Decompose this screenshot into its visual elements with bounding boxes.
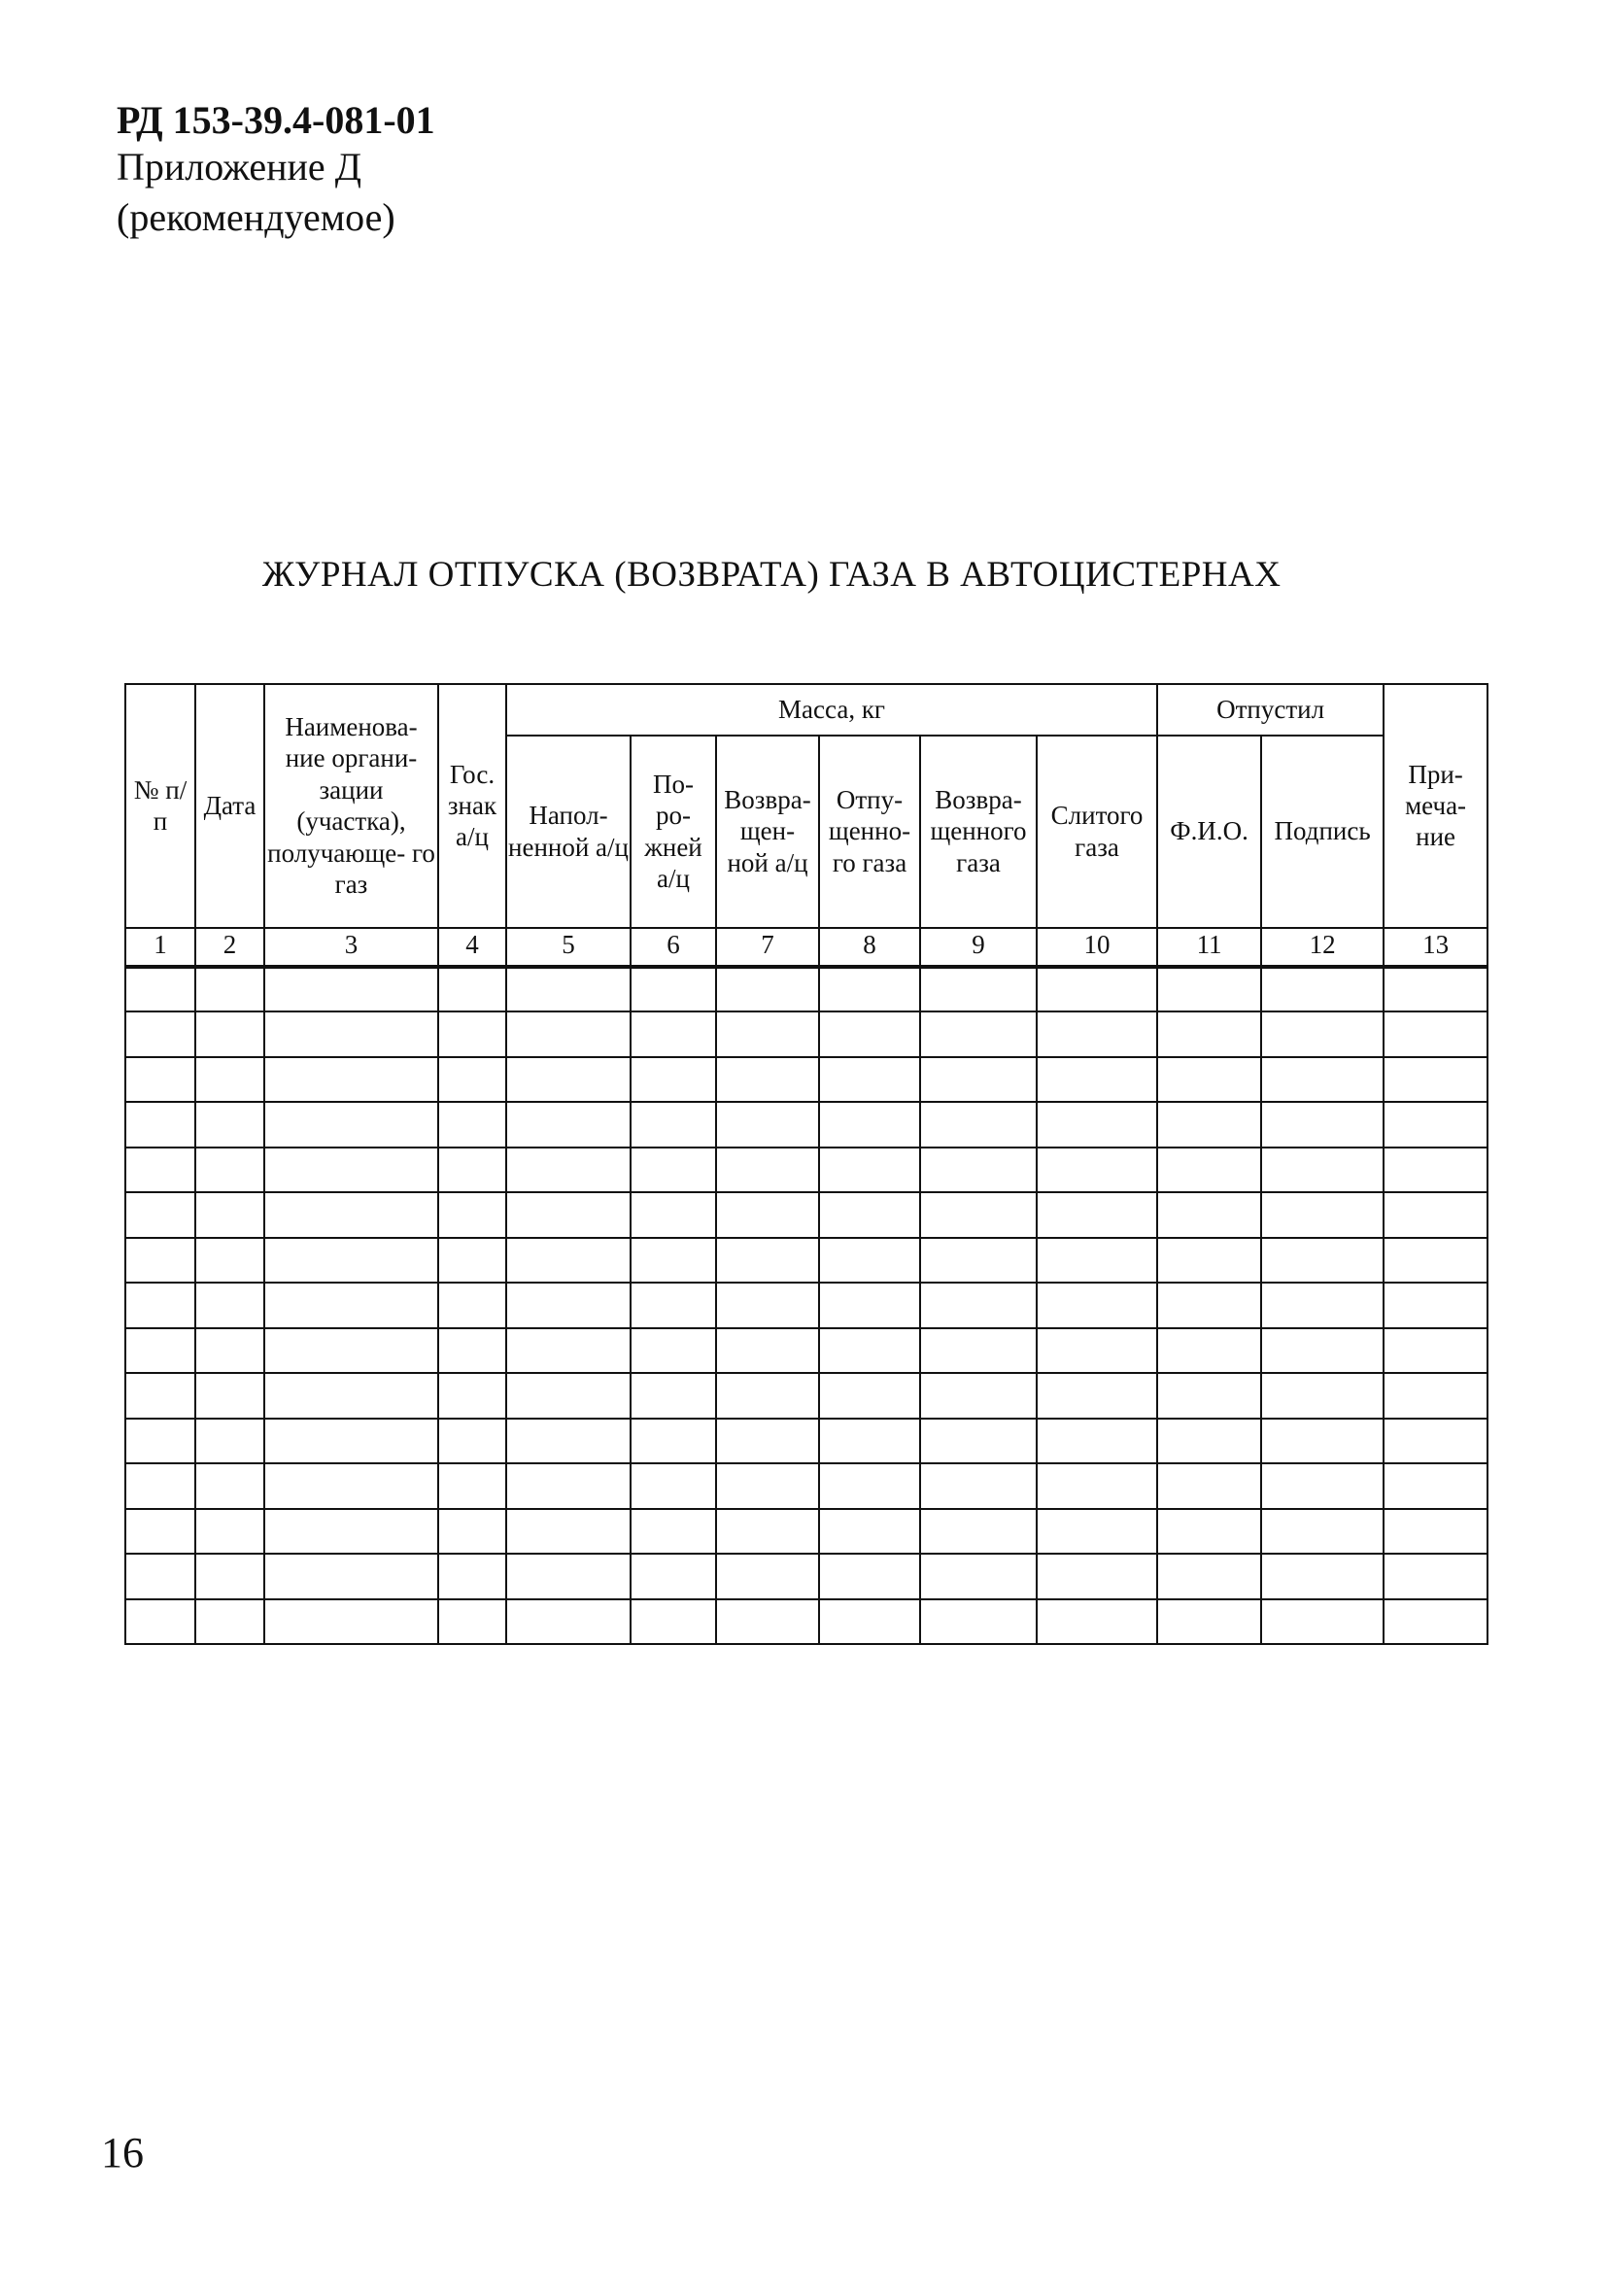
header-mass-group: Масса, кг	[506, 684, 1157, 736]
header-filled-tank: Напол- ненной а/ц	[506, 736, 631, 928]
table-cell	[631, 1057, 716, 1102]
table-cell	[1157, 1463, 1261, 1508]
table-cell	[195, 1419, 264, 1463]
table-cell	[920, 1057, 1037, 1102]
table-row	[125, 1238, 1487, 1283]
table-cell	[920, 1509, 1037, 1554]
journal-table	[124, 683, 1488, 1645]
table-cell	[920, 1554, 1037, 1598]
column-number: 8	[819, 928, 920, 967]
table-cell	[920, 1419, 1037, 1463]
table-cell	[716, 967, 819, 1011]
table-cell	[195, 1509, 264, 1554]
table-cell	[264, 1509, 438, 1554]
table-cell	[438, 1192, 506, 1237]
table-row	[125, 1373, 1487, 1418]
table-cell	[195, 1238, 264, 1283]
table-cell	[1037, 967, 1157, 1011]
table-cell	[1157, 1102, 1261, 1147]
table-cell	[1037, 1011, 1157, 1056]
table-cell	[631, 1554, 716, 1598]
table-cell	[264, 967, 438, 1011]
table-cell	[1384, 1102, 1487, 1147]
table-cell	[264, 1463, 438, 1508]
table-cell	[125, 1554, 195, 1598]
table-cell	[195, 1283, 264, 1327]
table-cell	[1037, 1102, 1157, 1147]
table-cell	[1037, 1057, 1157, 1102]
table-cell	[1157, 1554, 1261, 1598]
table-cell	[1037, 1419, 1157, 1463]
table-cell	[1157, 1419, 1261, 1463]
table-cell	[920, 1011, 1037, 1056]
table-row	[125, 1554, 1487, 1598]
header-released-gas: Отпу- щенно- го газа	[819, 736, 920, 928]
header-organization: Наименова- ние органи- зации (участка), получающе- го газ	[264, 684, 438, 928]
journal-title: ЖУРНАЛ ОТПУСКА (ВОЗВРАТА) ГАЗА В АВТОЦИСТЕРНАХ	[262, 555, 1282, 595]
table-cell	[1261, 1102, 1384, 1147]
table-cell	[1157, 1192, 1261, 1237]
table-cell	[1157, 1283, 1261, 1327]
column-number-row	[125, 928, 1487, 967]
header-number: № п/п	[125, 684, 195, 928]
page-number: 16	[101, 2129, 144, 2176]
table-cell	[631, 1328, 716, 1373]
table-cell	[1157, 1011, 1261, 1056]
table-cell	[819, 1509, 920, 1554]
table-cell	[920, 1283, 1037, 1327]
table-cell	[195, 1057, 264, 1102]
appendix-note: (рекомендуемое)	[117, 195, 395, 239]
table-cell	[264, 1057, 438, 1102]
table-cell	[438, 1011, 506, 1056]
table-cell	[920, 967, 1037, 1011]
table-cell	[819, 1463, 920, 1508]
table-cell	[1157, 1599, 1261, 1645]
table-cell	[1261, 1283, 1384, 1327]
table-cell	[920, 1328, 1037, 1373]
table-cell	[1037, 1328, 1157, 1373]
table-cell	[264, 1328, 438, 1373]
table-cell	[1157, 1238, 1261, 1283]
table-cell	[438, 1599, 506, 1645]
table-cell	[716, 1192, 819, 1237]
table-cell	[716, 1599, 819, 1645]
table-cell	[1384, 1283, 1487, 1327]
table-cell	[631, 1011, 716, 1056]
table-cell	[125, 1057, 195, 1102]
table-cell	[716, 1463, 819, 1508]
table-cell	[631, 1419, 716, 1463]
table-cell	[716, 1057, 819, 1102]
header-returned-tank: Возвра- щен- ной а/ц	[716, 736, 819, 928]
table-cell	[506, 1463, 631, 1508]
table-cell	[819, 967, 920, 1011]
table-cell	[920, 1599, 1037, 1645]
table-cell	[631, 1283, 716, 1327]
table-cell	[819, 1283, 920, 1327]
table-cell	[195, 1148, 264, 1192]
table-cell	[1157, 1509, 1261, 1554]
column-number: 7	[716, 928, 819, 967]
table-cell	[506, 967, 631, 1011]
table-cell	[195, 1373, 264, 1418]
table-cell	[716, 1328, 819, 1373]
table-cell	[195, 1328, 264, 1373]
table-cell	[716, 1102, 819, 1147]
table-cell	[1037, 1463, 1157, 1508]
table-cell	[438, 1554, 506, 1598]
table-row	[125, 1419, 1487, 1463]
table-cell	[1037, 1373, 1157, 1418]
table-cell	[125, 1328, 195, 1373]
table-cell	[631, 1148, 716, 1192]
table-cell	[1157, 1373, 1261, 1418]
table-cell	[438, 1057, 506, 1102]
table-cell	[1384, 1148, 1487, 1192]
table-cell	[506, 1192, 631, 1237]
column-number: 4	[438, 928, 506, 967]
table-cell	[1261, 1192, 1384, 1237]
table-cell	[506, 1599, 631, 1645]
table-cell	[819, 1057, 920, 1102]
table-cell	[1261, 1238, 1384, 1283]
table-cell	[1384, 1509, 1487, 1554]
table-cell	[631, 1509, 716, 1554]
table-cell	[125, 967, 195, 1011]
table-cell	[1261, 1554, 1384, 1598]
table-cell	[506, 1238, 631, 1283]
table-cell	[125, 1192, 195, 1237]
table-cell	[195, 1463, 264, 1508]
table-cell	[506, 1148, 631, 1192]
table-cell	[1261, 1599, 1384, 1645]
header-full-name: Ф.И.О.	[1157, 736, 1261, 928]
table-cell	[1037, 1509, 1157, 1554]
table-cell	[195, 1102, 264, 1147]
table-cell	[1037, 1554, 1157, 1598]
table-cell	[506, 1554, 631, 1598]
table-row	[125, 1057, 1487, 1102]
table-cell	[1261, 1328, 1384, 1373]
table-cell	[631, 1373, 716, 1418]
table-cell	[1384, 967, 1487, 1011]
table-cell	[819, 1102, 920, 1147]
table-cell	[1037, 1238, 1157, 1283]
header-date: Дата	[195, 684, 264, 928]
table-cell	[1037, 1283, 1157, 1327]
table-row	[125, 1328, 1487, 1373]
table-cell	[716, 1419, 819, 1463]
table-row	[125, 1463, 1487, 1508]
table-cell	[631, 1102, 716, 1147]
table-cell	[1157, 967, 1261, 1011]
table-cell	[195, 967, 264, 1011]
table-cell	[1384, 1011, 1487, 1056]
table-cell	[1037, 1192, 1157, 1237]
column-number: 3	[264, 928, 438, 967]
table-cell	[438, 1373, 506, 1418]
table-cell	[264, 1011, 438, 1056]
table-cell	[920, 1192, 1037, 1237]
header-returned-gas: Возвра- щенного газа	[920, 736, 1037, 928]
table-row	[125, 1102, 1487, 1147]
table-cell	[195, 1011, 264, 1056]
table-cell	[716, 1283, 819, 1327]
header-note: При- меча- ние	[1384, 684, 1487, 928]
table-cell	[506, 1283, 631, 1327]
table-cell	[920, 1373, 1037, 1418]
table-cell	[125, 1463, 195, 1508]
table-cell	[506, 1373, 631, 1418]
table-row	[125, 1192, 1487, 1237]
table-cell	[264, 1192, 438, 1237]
table-cell	[819, 1148, 920, 1192]
table-cell	[125, 1599, 195, 1645]
table-cell	[1384, 1238, 1487, 1283]
table-cell	[716, 1554, 819, 1598]
table-cell	[920, 1148, 1037, 1192]
table-cell	[125, 1102, 195, 1147]
table-cell	[125, 1148, 195, 1192]
table-cell	[1157, 1148, 1261, 1192]
column-number: 11	[1157, 928, 1261, 967]
table-cell	[819, 1192, 920, 1237]
table-cell	[716, 1011, 819, 1056]
table-cell	[506, 1011, 631, 1056]
table-cell	[438, 967, 506, 1011]
column-number: 9	[920, 928, 1037, 967]
table-cell	[819, 1599, 920, 1645]
column-number: 12	[1261, 928, 1384, 967]
table-cell	[438, 1283, 506, 1327]
table-cell	[716, 1148, 819, 1192]
table-cell	[438, 1463, 506, 1508]
header-signature: Подпись	[1261, 736, 1384, 928]
table-cell	[1261, 1419, 1384, 1463]
table-cell	[1384, 1192, 1487, 1237]
table-cell	[438, 1238, 506, 1283]
table-cell	[264, 1102, 438, 1147]
table-cell	[1261, 1148, 1384, 1192]
table-cell	[438, 1419, 506, 1463]
table-cell	[1037, 1148, 1157, 1192]
table-cell	[716, 1373, 819, 1418]
table-cell	[819, 1238, 920, 1283]
table-cell	[195, 1192, 264, 1237]
table-cell	[264, 1373, 438, 1418]
table-cell	[1384, 1328, 1487, 1373]
table-cell	[1384, 1057, 1487, 1102]
table-row	[125, 1599, 1487, 1645]
table-cell	[438, 1148, 506, 1192]
journal-body	[125, 967, 1487, 1644]
table-row	[125, 1509, 1487, 1554]
column-number: 13	[1384, 928, 1487, 967]
table-cell	[716, 1238, 819, 1283]
table-cell	[819, 1419, 920, 1463]
table-cell	[506, 1328, 631, 1373]
table-cell	[506, 1057, 631, 1102]
table-cell	[1261, 1509, 1384, 1554]
table-cell	[631, 1463, 716, 1508]
table-cell	[125, 1373, 195, 1418]
table-cell	[920, 1463, 1037, 1508]
document-code: РД 153-39.4-081-01	[117, 98, 435, 142]
table-cell	[264, 1419, 438, 1463]
table-cell	[819, 1328, 920, 1373]
table-cell	[438, 1328, 506, 1373]
table-cell	[819, 1554, 920, 1598]
appendix-label: Приложение Д	[117, 145, 361, 188]
column-number: 1	[125, 928, 195, 967]
table-cell	[1384, 1419, 1487, 1463]
table-cell	[631, 1599, 716, 1645]
table-cell	[1261, 1463, 1384, 1508]
table-row	[125, 1283, 1487, 1327]
table-cell	[1384, 1599, 1487, 1645]
table-cell	[1261, 1011, 1384, 1056]
column-number: 2	[195, 928, 264, 967]
table-cell	[195, 1599, 264, 1645]
table-cell	[264, 1148, 438, 1192]
table-cell	[264, 1599, 438, 1645]
table-cell	[506, 1509, 631, 1554]
table-cell	[1261, 967, 1384, 1011]
table-cell	[125, 1419, 195, 1463]
table-cell	[1157, 1057, 1261, 1102]
table-cell	[631, 1192, 716, 1237]
table-row	[125, 1148, 1487, 1192]
header-plate: Гос. знак а/ц	[438, 684, 506, 928]
table-cell	[631, 1238, 716, 1283]
table-row	[125, 1011, 1487, 1056]
table-cell	[716, 1509, 819, 1554]
table-cell	[1157, 1328, 1261, 1373]
table-cell	[1037, 1599, 1157, 1645]
header-released-by-group: Отпустил	[1157, 684, 1384, 736]
table-row	[125, 967, 1487, 1011]
table-cell	[125, 1509, 195, 1554]
table-cell	[1261, 1373, 1384, 1418]
table-cell	[438, 1509, 506, 1554]
table-cell	[125, 1283, 195, 1327]
table-cell	[631, 967, 716, 1011]
table-cell	[264, 1554, 438, 1598]
table-cell	[1384, 1554, 1487, 1598]
table-cell	[438, 1102, 506, 1147]
table-cell	[195, 1554, 264, 1598]
table-cell	[264, 1283, 438, 1327]
table-cell	[264, 1238, 438, 1283]
header-drained-gas: Слитого газа	[1037, 736, 1157, 928]
table-cell	[1261, 1057, 1384, 1102]
table-cell	[506, 1102, 631, 1147]
table-cell	[125, 1238, 195, 1283]
table-cell	[1384, 1463, 1487, 1508]
header-empty-tank: По- ро- жней а/ц	[631, 736, 716, 928]
table-cell	[506, 1419, 631, 1463]
table-cell	[920, 1238, 1037, 1283]
column-number: 6	[631, 928, 716, 967]
table-cell	[920, 1102, 1037, 1147]
column-number: 10	[1037, 928, 1157, 967]
table-cell	[125, 1011, 195, 1056]
table-cell	[1384, 1373, 1487, 1418]
table-cell	[819, 1011, 920, 1056]
column-number: 5	[506, 928, 631, 967]
table-cell	[819, 1373, 920, 1418]
